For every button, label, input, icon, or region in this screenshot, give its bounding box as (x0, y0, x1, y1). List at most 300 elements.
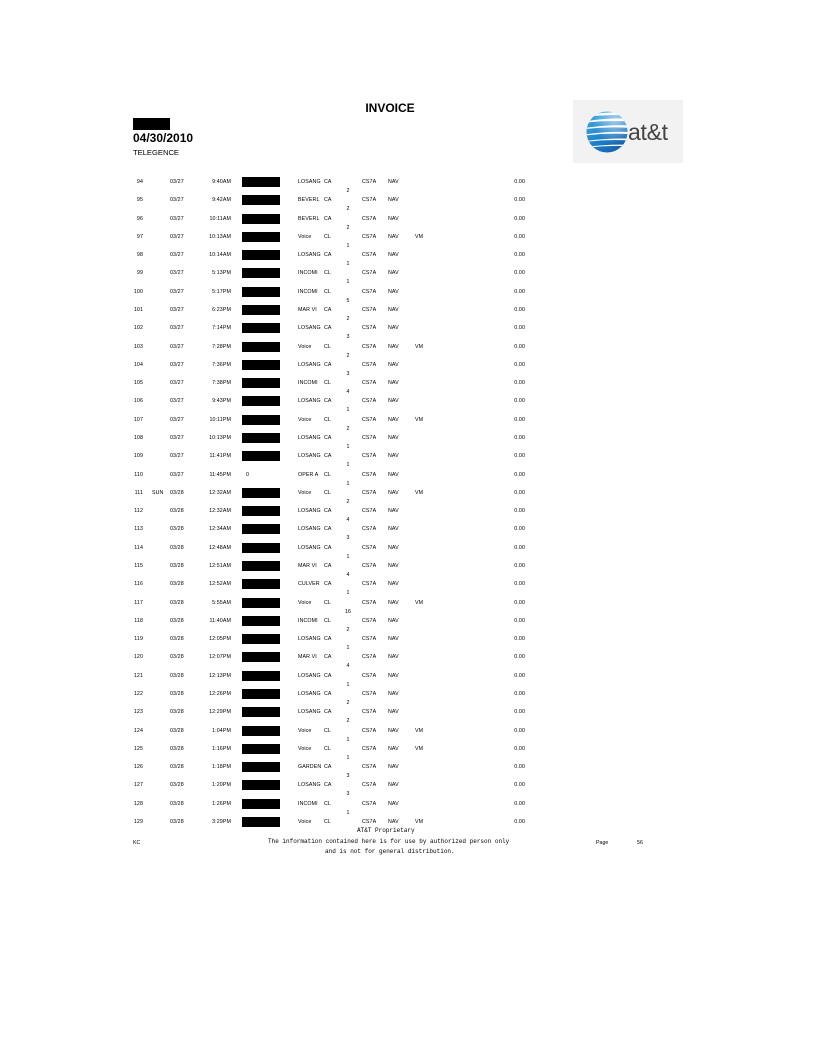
table-row (0, 744, 816, 761)
row-number: 96 (136, 215, 143, 222)
rate-code: CS7A (362, 489, 377, 496)
call-location: Voice (298, 599, 312, 606)
redacted-phone-number (242, 726, 280, 736)
table-row (0, 214, 816, 231)
rate-code: CS7A (362, 361, 377, 368)
redacted-phone-number (242, 177, 280, 187)
rate-code: CS7A (362, 709, 377, 716)
table-row (0, 451, 816, 469)
rate-code: CS7A (362, 691, 377, 697)
table-row (0, 671, 816, 688)
call-time: 9:43PM (212, 398, 231, 405)
call-time: 12:48AM (209, 544, 231, 551)
call-location: Voice (298, 745, 312, 752)
table-row (0, 799, 816, 816)
call-type-code: NAV (388, 233, 399, 240)
call-charge: 0.00 (514, 307, 525, 313)
call-minutes: 1 (346, 553, 350, 560)
call-type-code: NAV (388, 526, 399, 533)
call-type-code: NAV (388, 800, 399, 807)
table-row (0, 579, 816, 597)
call-date: 03/27 (170, 215, 184, 222)
call-time: 1:20PM (212, 782, 231, 789)
call-type-code: NAV (388, 672, 399, 679)
call-type-code: NAV (388, 691, 399, 697)
call-minutes: 1 (346, 736, 350, 743)
call-time: 9:40AM (212, 179, 231, 185)
call-date: 03/27 (170, 398, 184, 405)
call-date: 03/28 (170, 745, 184, 752)
table-row (0, 762, 816, 780)
called-number: 0 (246, 471, 250, 478)
call-state: CL (324, 416, 331, 423)
call-date: 03/28 (170, 709, 184, 716)
call-minutes: 2 (346, 206, 350, 213)
call-charge: 0.00 (514, 343, 525, 350)
call-location: INCOMI (298, 288, 318, 295)
call-time: 6:23PM (212, 307, 231, 313)
redacted-phone-number (242, 378, 280, 388)
call-state: CA (324, 563, 332, 569)
call-charge: 0.00 (514, 563, 525, 569)
redacted-phone-number (242, 780, 280, 790)
call-location: LOSANG (298, 782, 321, 789)
table-row (0, 543, 816, 560)
call-location: Voice (298, 233, 312, 240)
call-type-code: NAV (388, 398, 399, 405)
proprietary-label: AT&T Proprietary (357, 827, 415, 834)
call-date: 03/28 (170, 727, 184, 734)
redacted-phone-number (242, 250, 280, 260)
call-time: 12:51AM (209, 563, 231, 569)
redacted-phone-number (242, 433, 280, 443)
rate-code: CS7A (362, 727, 377, 734)
call-location: BEVERL (298, 215, 320, 222)
call-time: 1:18PM (212, 764, 231, 771)
call-state: CL (324, 745, 331, 752)
redacted-phone-number (242, 707, 280, 717)
row-number: 102 (133, 325, 143, 332)
call-date: 03/27 (170, 307, 184, 313)
rate-code: CS7A (362, 745, 377, 752)
call-state: CA (324, 691, 332, 697)
redacted-phone-number (242, 598, 280, 608)
call-date: 03/27 (170, 288, 184, 295)
redacted-phone-number (242, 634, 280, 644)
call-date: 03/28 (170, 563, 184, 569)
call-type-code: NAV (388, 544, 399, 551)
call-state: CA (324, 252, 332, 259)
call-type-code: NAV (388, 197, 399, 204)
call-date: 03/28 (170, 691, 184, 697)
call-date: 03/27 (170, 252, 184, 259)
table-row (0, 689, 816, 706)
call-type-code: NAV (388, 819, 399, 825)
call-minutes: 2 (346, 224, 350, 231)
row-day: SUN (152, 489, 164, 496)
call-minutes: 1 (346, 590, 350, 597)
rate-code: CS7A (362, 416, 377, 423)
call-time: 12:32AM (209, 489, 231, 496)
call-type-code: NAV (388, 617, 399, 624)
rate-code: CS7A (362, 233, 377, 240)
table-row (0, 305, 816, 322)
rate-code: CS7A (362, 179, 377, 185)
call-type-code: NAV (388, 325, 399, 332)
call-date: 03/27 (170, 380, 184, 387)
redacted-phone-number (242, 214, 280, 224)
redacted-phone-number (242, 744, 280, 754)
footer-code: KC (133, 840, 141, 846)
rate-code: CS7A (362, 764, 377, 771)
call-date: 03/28 (170, 800, 184, 807)
call-type-code: NAV (388, 636, 399, 643)
rate-code: CS7A (362, 544, 377, 551)
call-location: INCOMI (298, 617, 318, 624)
call-location: LOSANG (298, 709, 321, 716)
rate-code: CS7A (362, 617, 377, 624)
row-number: 95 (136, 197, 143, 204)
call-location: LOSANG (298, 435, 321, 441)
call-date: 03/28 (170, 654, 184, 661)
account-name: TELEGENCE (133, 148, 179, 157)
call-state: CA (324, 197, 332, 204)
call-location: LOSANG (298, 672, 321, 679)
row-number: 94 (136, 179, 143, 185)
table-row (0, 616, 816, 633)
call-date: 03/28 (170, 489, 184, 496)
row-number: 120 (133, 654, 143, 661)
call-minutes: 2 (346, 626, 350, 633)
call-minutes: 16 (344, 608, 352, 615)
call-time: 7:38PM (212, 380, 231, 387)
call-state: CL (324, 471, 331, 478)
row-number: 111 (134, 489, 143, 496)
call-charge: 0.00 (514, 489, 525, 496)
call-minutes: 1 (346, 444, 350, 450)
rate-code: CS7A (362, 636, 377, 643)
table-row (0, 506, 816, 524)
call-time: 7:28PM (212, 343, 231, 350)
call-minutes: 2 (346, 498, 350, 505)
table-row (0, 726, 816, 743)
call-type-code: NAV (388, 654, 399, 661)
call-time: 3:29PM (212, 819, 231, 825)
redacted-phone-number (242, 689, 280, 699)
call-charge: 0.00 (514, 636, 525, 643)
call-minutes: 2 (346, 425, 350, 432)
call-location: Voice (298, 727, 312, 734)
row-number: 123 (133, 709, 143, 716)
call-state: CA (324, 215, 332, 222)
call-time: 12:34AM (209, 526, 231, 533)
redacted-phone-number (242, 232, 280, 242)
call-date: 03/27 (170, 270, 184, 277)
rate-code: CS7A (362, 782, 377, 789)
rate-code: CS7A (362, 581, 377, 588)
table-row (0, 470, 816, 487)
call-location: MAR VI (298, 307, 317, 313)
call-time: 5:17PM (212, 288, 231, 295)
call-date: 03/27 (170, 197, 184, 204)
call-location: CULVER (298, 581, 320, 588)
redacted-phone-number (242, 762, 280, 772)
redacted-phone-number (242, 616, 280, 626)
call-minutes: 1 (346, 645, 350, 652)
call-time: 12:32AM (209, 508, 231, 515)
call-time: 10:14AM (209, 252, 231, 259)
feature-code: VM (415, 343, 424, 350)
row-number: 119 (134, 636, 143, 643)
call-location: MAR VI (298, 563, 317, 569)
call-state: CA (324, 453, 332, 460)
redacted-phone-number (242, 305, 280, 315)
call-location: BEVERL (298, 197, 320, 204)
call-state: CA (324, 636, 332, 643)
call-time: 12:52AM (209, 581, 231, 588)
redacted-phone-number (242, 323, 280, 333)
rate-code: CS7A (362, 252, 377, 259)
call-date: 03/27 (170, 416, 184, 423)
row-number: 107 (133, 416, 143, 423)
redacted-phone-number (242, 268, 280, 278)
row-number: 129 (133, 819, 143, 825)
table-row (0, 561, 816, 578)
call-location: GARDEN (298, 764, 322, 771)
call-state: CL (324, 819, 331, 825)
call-state: CL (324, 270, 331, 277)
call-charge: 0.00 (514, 782, 525, 789)
call-minutes: 1 (346, 407, 350, 414)
call-type-code: NAV (388, 745, 399, 752)
row-number: 97 (136, 233, 143, 240)
redacted-phone-number (242, 671, 280, 681)
row-number: 99 (136, 270, 143, 277)
call-charge: 0.00 (514, 288, 525, 295)
call-location: INCOMI (298, 380, 318, 387)
call-date: 03/28 (170, 782, 184, 789)
call-date: 03/28 (170, 526, 184, 533)
call-date: 03/28 (170, 581, 184, 588)
call-charge: 0.00 (514, 764, 525, 771)
call-location: LOSANG (298, 691, 321, 697)
redacted-phone-number (242, 415, 280, 425)
call-state: CL (324, 800, 331, 807)
call-time: 12:13PM (209, 672, 231, 679)
table-row (0, 488, 816, 505)
call-time: 7:36PM (212, 361, 231, 368)
call-minutes: 4 (346, 572, 350, 578)
table-row (0, 652, 816, 670)
feature-code: VM (415, 727, 424, 734)
table-row (0, 817, 816, 827)
row-number: 116 (134, 581, 143, 588)
call-location: LOSANG (298, 526, 321, 533)
table-row (0, 250, 816, 268)
call-time: 9:42AM (212, 197, 231, 204)
call-type-code: NAV (388, 252, 399, 259)
table-row (0, 415, 816, 432)
call-type-code: NAV (388, 435, 399, 441)
call-date: 03/28 (170, 544, 184, 551)
row-number: 109 (133, 453, 143, 460)
row-number: 125 (133, 745, 143, 752)
table-row (0, 268, 816, 286)
invoice-date: 04/30/2010 (133, 131, 194, 145)
redacted-phone-number (242, 524, 280, 534)
call-charge: 0.00 (514, 544, 525, 551)
call-type-code: NAV (388, 270, 399, 277)
call-charge: 0.00 (514, 179, 525, 185)
table-row (0, 342, 816, 359)
redacted-phone-number (242, 342, 280, 352)
row-number: 100 (133, 288, 143, 295)
row-number: 106 (133, 398, 143, 405)
call-time: 11:40AM (209, 617, 231, 624)
att-logo (573, 100, 683, 163)
call-type-code: NAV (388, 563, 399, 569)
rate-code: CS7A (362, 654, 377, 661)
call-charge: 0.00 (514, 252, 525, 259)
call-charge: 0.00 (514, 325, 525, 332)
att-globe-icon (586, 111, 628, 153)
row-number: 114 (134, 544, 143, 551)
call-state: CA (324, 654, 332, 661)
call-type-code: NAV (388, 782, 399, 789)
confidentiality-notice-line-1: The information contained here is for use by authorized person only (268, 838, 510, 845)
call-charge: 0.00 (514, 691, 525, 697)
call-time: 10:13PM (209, 435, 231, 441)
call-type-code: NAV (388, 709, 399, 716)
call-date: 03/28 (170, 617, 184, 624)
call-time: 12:29PM (209, 709, 231, 716)
table-row (0, 707, 816, 725)
call-time: 12:07PM (209, 654, 231, 661)
rate-code: CS7A (362, 471, 377, 478)
call-state: CA (324, 526, 332, 533)
call-charge: 0.00 (514, 727, 525, 734)
row-number: 101 (133, 307, 143, 313)
table-row (0, 598, 816, 615)
call-state: CL (324, 343, 331, 350)
call-minutes: 3 (346, 791, 350, 798)
call-location: LOSANG (298, 544, 321, 551)
call-state: CA (324, 672, 332, 679)
call-minutes: 2 (346, 718, 350, 725)
call-charge: 0.00 (514, 745, 525, 752)
rate-code: CS7A (362, 453, 377, 460)
call-state: CA (324, 581, 332, 588)
invoice-title: INVOICE (365, 101, 415, 115)
call-location: LOSANG (298, 325, 321, 332)
redacted-phone-number (242, 396, 280, 406)
row-number: 122 (133, 691, 143, 697)
call-date: 03/27 (170, 435, 184, 441)
call-time: 11:41PM (209, 453, 231, 460)
call-state: CL (324, 489, 331, 496)
call-date: 03/27 (170, 453, 184, 460)
call-state: CA (324, 709, 332, 716)
call-date: 03/28 (170, 672, 184, 679)
call-location: LOSANG (298, 252, 321, 259)
redacted-phone-number (242, 579, 280, 589)
page-label: Page (596, 840, 609, 846)
table-row (0, 396, 816, 414)
redacted-account-number (133, 118, 170, 130)
call-charge: 0.00 (514, 819, 525, 825)
row-number: 126 (133, 764, 143, 771)
confidentiality-notice-line-2: and is not for general distribution. (325, 848, 455, 855)
call-location: LOSANG (298, 398, 321, 405)
call-minutes: 1 (346, 261, 350, 268)
call-state: CA (324, 435, 332, 441)
feature-code: VM (415, 416, 424, 423)
call-state: CA (324, 764, 332, 771)
row-number: 124 (133, 727, 143, 734)
call-type-code: NAV (388, 727, 399, 734)
call-state: CL (324, 617, 331, 624)
call-minutes: 1 (346, 242, 350, 249)
call-minutes: 2 (346, 188, 350, 194)
redacted-phone-number (242, 561, 280, 571)
call-state: CA (324, 325, 332, 332)
rate-code: CS7A (362, 819, 377, 825)
table-row (0, 323, 816, 341)
rate-code: CS7A (362, 215, 377, 222)
call-location: LOSANG (298, 361, 321, 368)
redacted-phone-number (242, 488, 280, 498)
call-state: CL (324, 288, 331, 295)
call-state: CL (324, 233, 331, 240)
call-date: 03/28 (170, 508, 184, 515)
call-location: LOSANG (298, 453, 321, 460)
call-minutes: 4 (346, 517, 350, 524)
call-date: 03/28 (170, 764, 184, 771)
row-number: 113 (134, 526, 143, 533)
call-charge: 0.00 (514, 270, 525, 277)
row-number: 110 (134, 471, 143, 478)
redacted-phone-number (242, 817, 280, 827)
call-charge: 0.00 (514, 672, 525, 679)
call-type-code: NAV (388, 599, 399, 606)
row-number: 108 (133, 435, 143, 441)
call-time: 10:11AM (209, 215, 231, 222)
call-charge: 0.00 (514, 233, 525, 240)
rate-code: CS7A (362, 325, 377, 332)
rate-code: CS7A (362, 398, 377, 405)
feature-code: VM (415, 599, 424, 606)
call-type-code: NAV (388, 380, 399, 387)
call-charge: 0.00 (514, 398, 525, 405)
call-charge: 0.00 (514, 361, 525, 368)
table-row (0, 360, 816, 377)
rate-code: CS7A (362, 380, 377, 387)
feature-code: VM (415, 489, 424, 496)
call-charge: 0.00 (514, 197, 525, 204)
call-minutes: 2 (346, 700, 350, 706)
call-date: 03/28 (170, 599, 184, 606)
call-minutes: 2 (346, 352, 350, 359)
call-time: 10:13AM (209, 233, 231, 240)
redacted-phone-number (242, 360, 280, 370)
call-charge: 0.00 (514, 508, 525, 515)
row-number: 105 (133, 380, 143, 387)
row-number: 121 (133, 672, 143, 679)
rate-code: CS7A (362, 526, 377, 533)
row-number: 128 (133, 800, 143, 807)
call-location: Voice (298, 489, 312, 496)
rate-code: CS7A (362, 307, 377, 313)
